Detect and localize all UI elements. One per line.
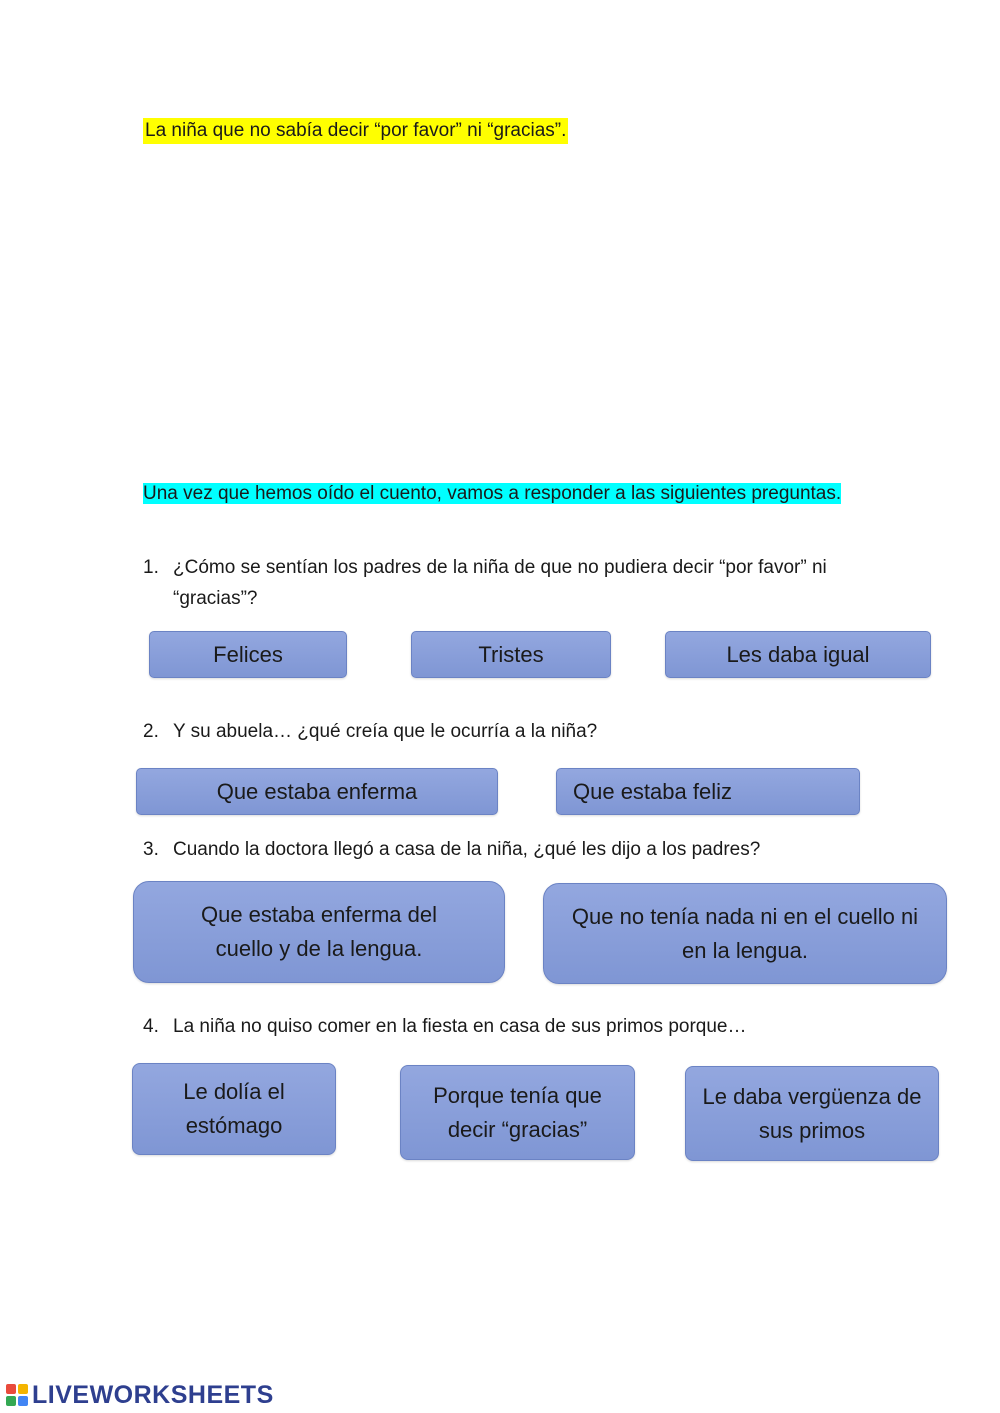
answer-option[interactable]: Le daba vergüenza de sus primos [685,1066,939,1161]
answer-option[interactable]: Felices [149,631,347,678]
answer-option[interactable]: Les daba igual [665,631,931,678]
answer-option[interactable]: Que estaba feliz [556,768,860,815]
question-number: 2. [143,721,159,742]
liveworksheets-logo-icon [6,1384,28,1406]
question-1 [143,552,843,614]
question-2 [143,716,843,747]
question-text: Y su abuela… ¿qué creía que le ocurría a la niña? [173,721,598,742]
instructions [143,478,883,509]
question-3 [143,834,903,865]
liveworksheets-logo[interactable] [6,1380,274,1410]
answer-option[interactable]: Que no tenía nada ni en el cuello ni en la lengua. [543,883,947,984]
question-number: 3. [143,839,159,860]
question-number: 4. [143,1016,159,1037]
question-text: La niña no quiso comer en la fiesta en casa de sus primos porque… [173,1016,747,1037]
answer-option[interactable]: Tristes [411,631,611,678]
answer-option[interactable]: Que estaba enferma [136,768,498,815]
answer-option[interactable]: Le dolía el estómago [132,1063,336,1155]
worksheet-title: La niña que no sabía decir “por favor” ni “gracias”. [143,118,568,144]
question-text: Cuando la doctora llegó a casa de la niña, ¿qué les dijo a los padres? [173,839,761,860]
instructions-text: Una vez que hemos oído el cuento, vamos a responder a las siguientes preguntas. [143,483,842,504]
question-number: 1. [143,557,159,578]
question-text: ¿Cómo se sentían los padres de la niña de que no pudiera decir “por favor” ni “gracias”? [173,557,827,609]
answer-option[interactable]: Porque tenía que decir “gracias” [400,1065,635,1160]
question-4 [143,1011,903,1042]
answer-option[interactable]: Que estaba enferma del cuello y de la lengua. [133,881,505,983]
logo-text: LIVEWORKSHEETS [32,1380,274,1409]
